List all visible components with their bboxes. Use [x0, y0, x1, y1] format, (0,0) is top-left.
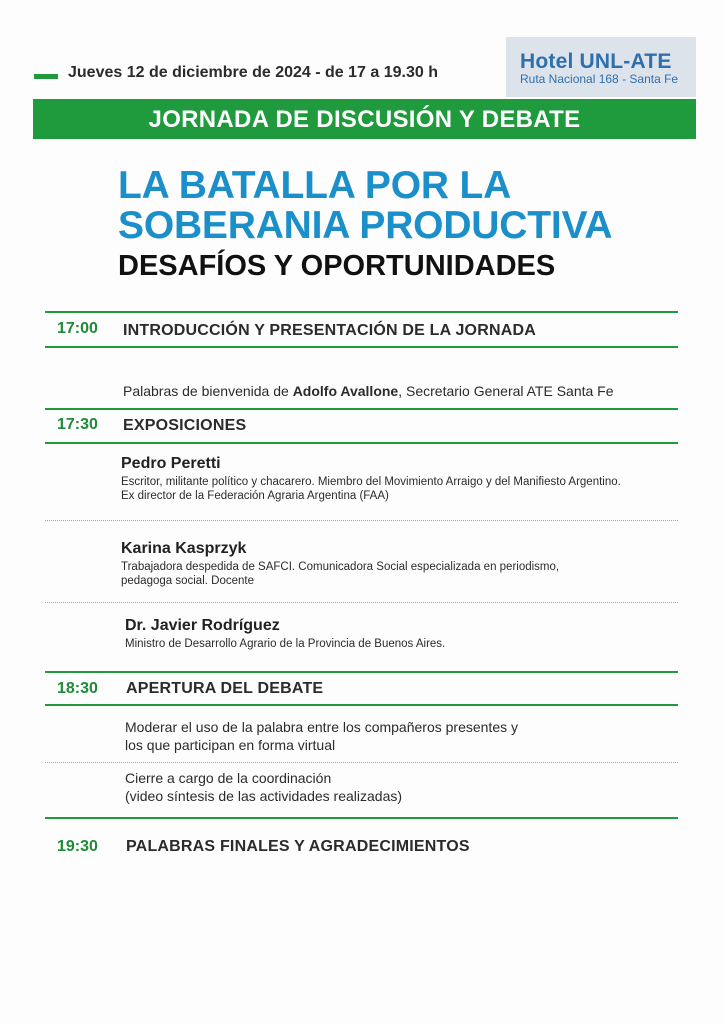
speaker-bio-line: Ministro de Desarrollo Agrario de la Provincia de Buenos Aires. [125, 638, 446, 650]
section-title-debate: APERTURA DEL DEBATE [126, 680, 324, 697]
speaker-name: Pedro Peretti [121, 455, 221, 472]
speaker-name: Dr. Javier Rodríguez [125, 617, 280, 634]
speaker-bio-line: Ex director de la Federación Agraria Argentina (FAA) [121, 490, 389, 502]
dotted-separator [45, 520, 678, 521]
divider-rule [45, 408, 678, 410]
speaker-bio-line: Trabajadora despedida de SAFCI. Comunicadora Social especializada en periodismo, [121, 561, 560, 573]
title-line-2: SOBERANIA PRODUCTIVA [118, 204, 613, 247]
title-line-1: LA BATALLA POR LA [118, 164, 512, 207]
divider-rule [45, 817, 678, 819]
time-expositions: 17:30 [57, 416, 98, 433]
debate-item-line: los que participan en forma virtual [125, 737, 336, 753]
time-intro: 17:00 [57, 320, 98, 337]
debate-item-line: (video síntesis de las actividades realizadas) [125, 788, 403, 804]
speaker-name: Karina Kasprzyk [121, 540, 247, 557]
banner-text: JORNADA DE DISCUSIÓN Y DEBATE [148, 106, 581, 133]
section-title-closing: PALABRAS FINALES Y AGRADECIMIENTOS [126, 838, 470, 855]
divider-rule [45, 704, 678, 706]
subtitle: DESAFÍOS Y OPORTUNIDADES [118, 250, 556, 282]
section-title-intro: INTRODUCCIÓN Y PRESENTACIÓN DE LA JORNADA [123, 322, 536, 339]
debate-item-line: Moderar el uso de la palabra entre los compañeros presentes y [125, 719, 518, 735]
divider-rule [45, 311, 678, 313]
welcome-suffix: , Secretario General ATE Santa Fe [398, 383, 614, 399]
speaker-bio-line: Escritor, militante político y chacarero. Miembro del Movimiento Arraigo y del Manifiesto Argentino. [121, 476, 621, 488]
welcome-text [123, 382, 614, 400]
speaker-bio-line: pedagoga social. Docente [121, 575, 254, 587]
divider-rule [45, 346, 678, 348]
welcome-name: Adolfo Avallone [292, 383, 399, 399]
venue-address: Ruta Nacional 168 - Santa Fe [520, 72, 679, 86]
debate-item-line: Cierre a cargo de la coordinación [125, 770, 332, 786]
header-accent-bar [34, 74, 58, 79]
dotted-separator [45, 602, 678, 603]
time-closing: 19:30 [57, 838, 98, 855]
event-date: Jueves 12 de diciembre de 2024 - de 17 a 19.30 h [68, 64, 438, 81]
dotted-separator [45, 762, 678, 763]
time-debate: 18:30 [57, 680, 98, 697]
divider-rule [45, 671, 678, 673]
divider-rule [45, 442, 678, 444]
venue-name: Hotel UNL-ATE [520, 50, 672, 73]
section-title-expositions: EXPOSICIONES [123, 417, 247, 434]
welcome-prefix: Palabras de bienvenida de [123, 383, 293, 399]
